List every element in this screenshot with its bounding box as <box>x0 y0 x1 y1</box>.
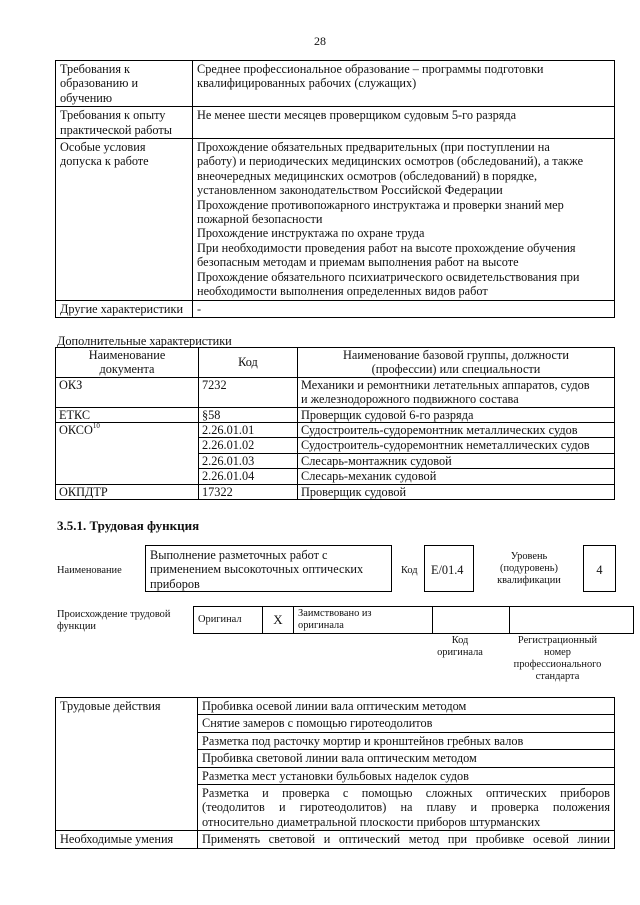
code-cell: 17322 <box>199 484 298 499</box>
table-row <box>56 698 615 831</box>
table-row <box>56 831 615 848</box>
code-cell: 7232 <box>199 377 298 407</box>
list-item: Разметка под расточку мортир и кронштейнов гребных валов <box>198 733 614 750</box>
original-code-caption: Код оригинала <box>437 635 483 658</box>
original-label: Оригинал <box>194 607 263 634</box>
qualification-level-box: 4 <box>583 545 616 592</box>
labor-actions-table <box>55 697 615 849</box>
table-row <box>56 484 615 499</box>
code-cell: 2.26.01.01 <box>199 423 298 438</box>
header-code: Код <box>199 348 298 378</box>
table-row <box>56 300 615 317</box>
origin-label: Происхождение трудовой функции <box>57 609 171 632</box>
original-code-cell <box>433 607 510 634</box>
page-number: 28 <box>314 34 326 48</box>
doc-cell: ОКСО$^{10}$ <box>56 423 199 485</box>
row-label: Особые условия допуска к работе <box>56 139 193 300</box>
header-doc-name: Наименование документа <box>56 348 199 378</box>
table-row <box>56 61 615 107</box>
actions-list <box>198 698 615 831</box>
row-label: Требования к образованию и обучению <box>56 61 193 107</box>
table-row <box>194 607 634 634</box>
table-header <box>56 348 615 378</box>
list-item: Пробивка осевой линии вала оптическим методом <box>198 698 614 715</box>
code-label: Код <box>401 565 418 576</box>
footnote-ref: 10 <box>92 422 100 431</box>
row-value: Не менее шести месяцев проверщиком судовым 5-го разряда <box>193 107 615 139</box>
doc-cell: ЕТКС <box>56 407 199 422</box>
doc-cell: ОКПДТР <box>56 484 199 499</box>
additional-characteristics-table <box>55 347 615 500</box>
qualification-level-label: Уровень (подуровень) квалификации <box>497 551 561 586</box>
code-cell: 2.26.01.04 <box>199 469 298 484</box>
table-row <box>56 107 615 139</box>
list-item: Пробивка световой линии вала оптическим методом <box>198 750 614 767</box>
name-cell: Проверщик судовой 6-го разряда <box>298 407 615 422</box>
borrowed-label: Заимствовано из оригинала <box>294 607 433 634</box>
table-row <box>56 139 615 300</box>
code-cell: §58 <box>199 407 298 422</box>
skills-label: Необходимые умения <box>56 831 198 848</box>
name-cell: Судостроитель-судоремонтник неметаллических судов <box>298 438 615 453</box>
name-cell: Судостроитель-судоремонтник металлических судов <box>298 423 615 438</box>
name-cell: Проверщик судовой <box>298 484 615 499</box>
requirements-table <box>55 60 615 318</box>
doc-cell: ОКЗ <box>56 377 199 407</box>
actions-label: Трудовые действия <box>56 698 198 831</box>
row-label: Требования к опыту практической работы <box>56 107 193 139</box>
name-label: Наименование <box>57 565 122 576</box>
row-value: Среднее профессиональное образование – программы подготовки квалифицированных рабочих (служащих) <box>193 61 615 107</box>
name-cell: Слесарь-монтажник судовой <box>298 453 615 468</box>
table-row <box>56 423 615 438</box>
list-item: Снятие замеров с помощью гиротеодолитов <box>198 715 614 732</box>
reg-number-caption: Регистрационный номер профессионального стандарта <box>513 635 602 682</box>
code-cell: 2.26.01.03 <box>199 453 298 468</box>
section-title: Дополнительные характеристики <box>57 334 232 348</box>
function-code-box: E/01.4 <box>424 545 474 592</box>
row-value: - <box>193 300 615 317</box>
header-base-group: Наименование базовой группы, должности (профессии) или специальности <box>298 348 615 378</box>
origin-table <box>193 606 634 634</box>
table-row <box>56 377 615 407</box>
list-item: Разметка и проверка с помощью сложных оптических приборов (теодолитов и гиротеодолитов) на плаву и проверка положения относительно диаметральной плоскости приборов штурманских <box>202 786 610 829</box>
row-value: Прохождение обязательных предварительных (при поступлении на работу) и периодических медицинских осмотров (обследований), а также внеочередных медицинских осмотров (обследований) в порядке, установленном законодательством Российской Федерации Прохождение противопожарного инструктажа и проверки знаний мер пожарной безопасности Прохождение инструктажа по охране труда При необходимости проведения работ на высоте прохождение обучения безопасным методам и приемам выполнения работ на высоте Прохождение обязательного психиатрического освидетельствования при необходимости выполнения определенных видов работ <box>193 139 615 300</box>
name-cell: Механики и ремонтники летательных аппаратов, судов и железнодорожного подвижного состава <box>298 377 615 407</box>
name-cell: Слесарь-механик судовой <box>298 469 615 484</box>
table-row <box>56 407 615 422</box>
list-item: Разметка мест установки бульбовых наделок судов <box>198 768 614 785</box>
skills-value: Применять световой и оптический метод при пробивке осевой линии <box>198 831 615 848</box>
reg-number-cell <box>510 607 634 634</box>
original-mark: X <box>263 607 294 634</box>
row-label: Другие характеристики <box>56 300 193 317</box>
code-cell: 2.26.01.02 <box>199 438 298 453</box>
function-name-box: Выполнение разметочных работ с применением высокоточных оптических приборов <box>145 545 392 592</box>
labor-function-title: 3.5.1. Трудовая функция <box>57 518 200 533</box>
